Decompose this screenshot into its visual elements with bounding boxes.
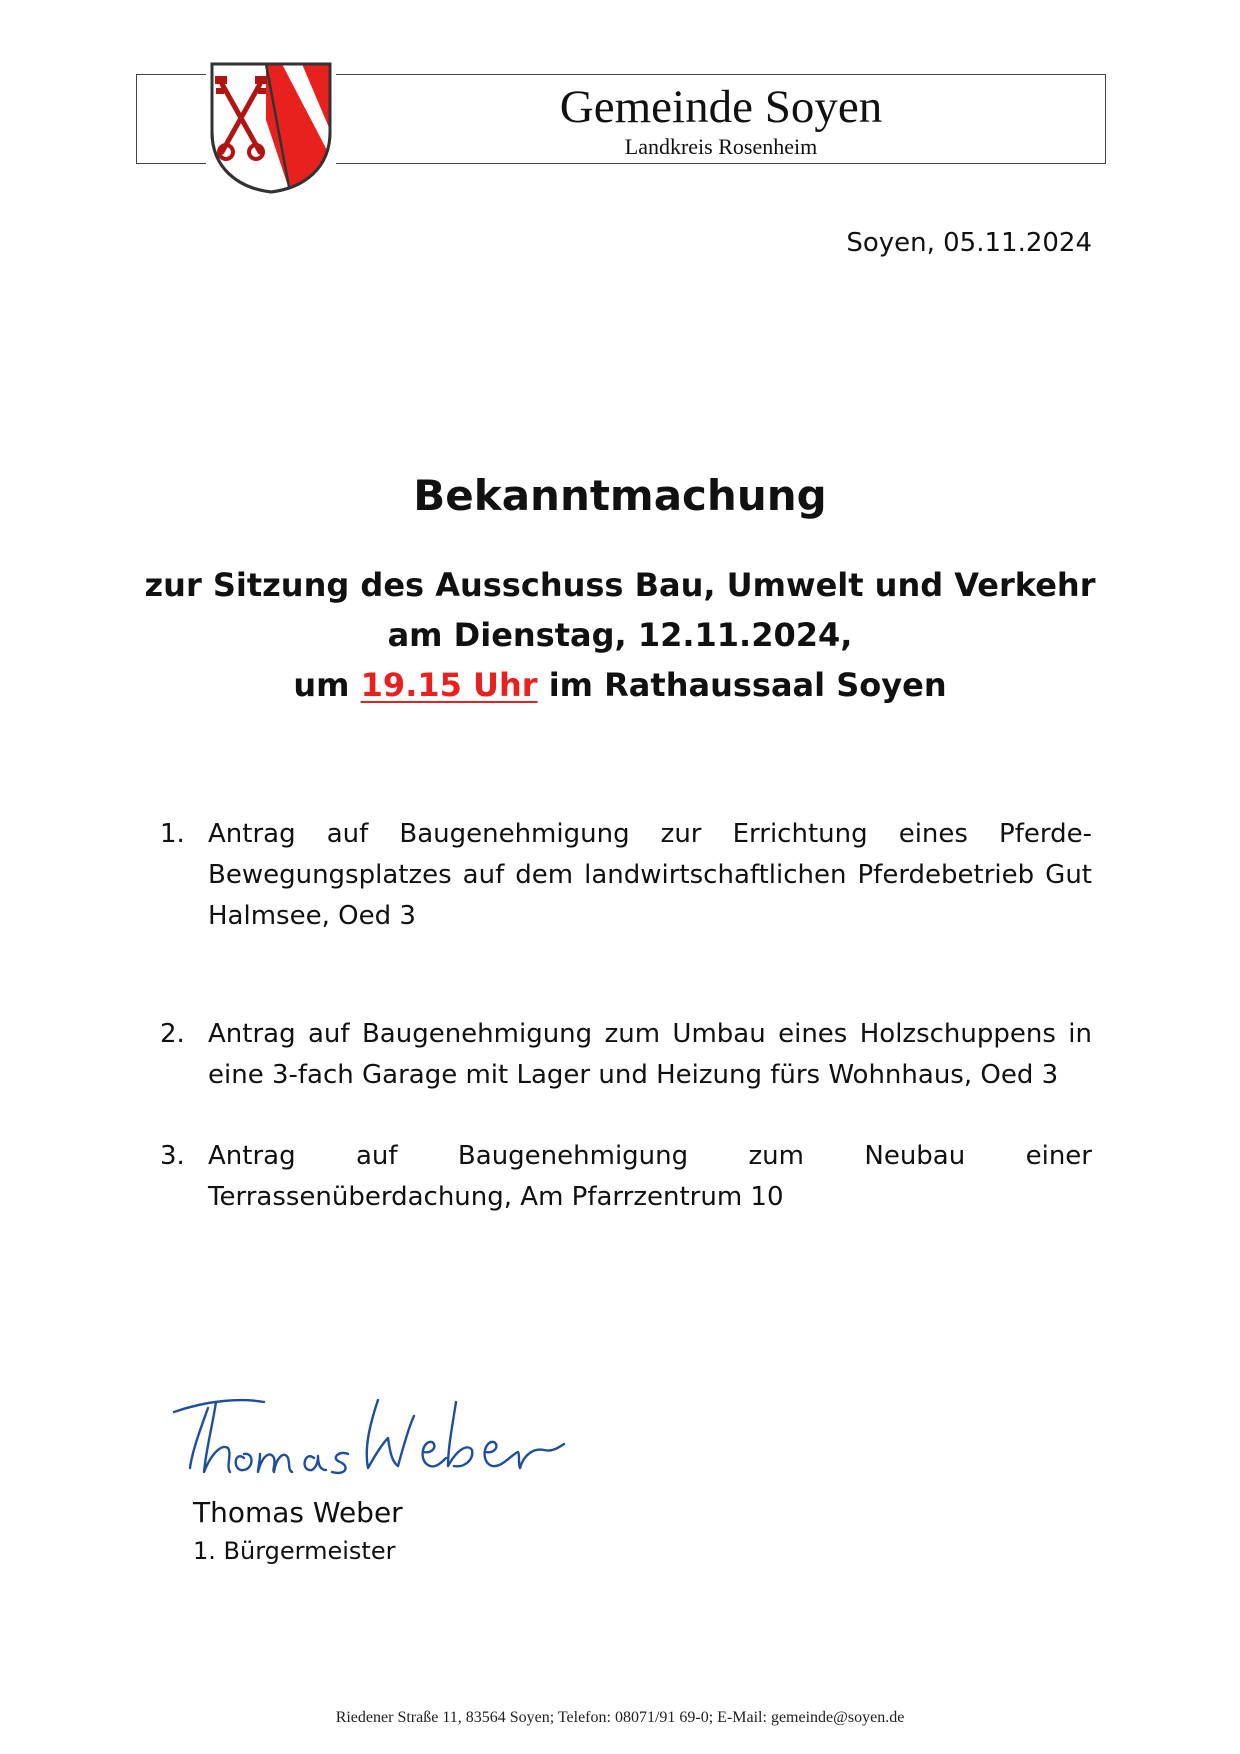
signer-title: 1. Bürgermeister (193, 1537, 396, 1565)
notice-title: Bekanntmachung (413, 471, 827, 520)
meeting-time-place (0, 660, 1240, 710)
document-date: Soyen, 05.11.2024 (846, 228, 1092, 258)
agenda-item-number: 3. (160, 1141, 185, 1171)
meeting-time-prefix: um (293, 666, 361, 704)
meeting-date: am Dienstag, 12.11.2024, (387, 616, 853, 654)
letterhead-text (336, 74, 1106, 164)
crest-icon (206, 60, 336, 196)
agenda-item-number: 1. (160, 819, 185, 849)
agenda-item-text: Antrag auf Baugenehmigung zum Umbau eines Holzschuppens in eine 3-fach Garage mit Lager und Heizung fürs Wohnhaus, Oed 3 (208, 1019, 1092, 1090)
agenda-item-text: Antrag auf Baugenehmigung zum Neubau einer Terrassenüberdachung, Am Pfarrzentrum 10 (208, 1141, 1092, 1212)
agenda-item (160, 814, 1092, 937)
meeting-time: 19.15 Uhr (360, 666, 538, 704)
agenda-item-number: 2. (160, 1019, 185, 1049)
handwritten-signature (168, 1388, 568, 1488)
municipality-name: Gemeinde Soyen (559, 81, 883, 133)
meeting-committee: zur Sitzung des Ausschuss Bau, Umwelt und Verkehr (144, 566, 1096, 604)
agenda-item (160, 1014, 1092, 1096)
coat-of-arms-logo (206, 60, 336, 196)
signer-name: Thomas Weber (193, 1496, 403, 1529)
footer-contact: Riedener Straße 11, 83564 Soyen; Telefon: 08071/91 69-0; E-Mail: gemeinde@soyen.de (335, 1709, 905, 1726)
meeting-details (0, 560, 1240, 710)
agenda-item-text: Antrag auf Baugenehmigung zur Errichtung eines Pferde-Bewegungsplatzes auf dem landwirtschaftlichen Pferdebetrieb Gut Halmsee, Oed 3 (208, 819, 1092, 931)
agenda-item (160, 1136, 1092, 1218)
agenda-list (160, 814, 1092, 1218)
meeting-location: im Rathaussaal Soyen (537, 666, 947, 704)
district-name: Landkreis Rosenheim (624, 134, 818, 159)
